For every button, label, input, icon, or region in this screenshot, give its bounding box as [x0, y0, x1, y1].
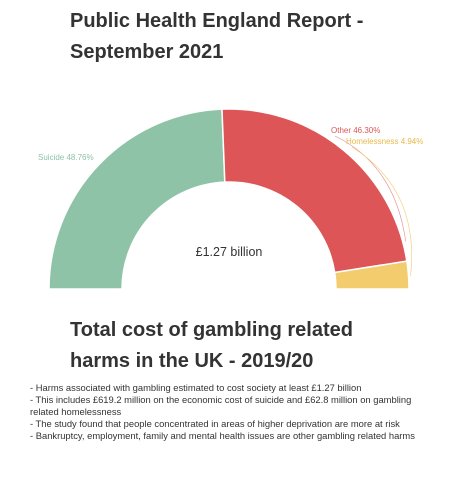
- section-title: Total cost of gambling related harms in the UK - 2019/20: [70, 319, 353, 372]
- report-title: Public Health England Report - September 2021: [70, 10, 364, 63]
- note-item: - This includes £619.2 million on the economic cost of suicide and £62.8 million on gambling related homelessness: [30, 393, 412, 417]
- note-item: - Harms associated with gambling estimated to cost society at least £1.27 billion: [30, 382, 362, 393]
- slice-suicide: [49, 109, 225, 289]
- chart-svg: [0, 95, 454, 305]
- label-other: Other 46.30%: [331, 126, 381, 135]
- label-suicide: Suicide 48.76%: [38, 153, 94, 162]
- label-homelessness: Homelessness 4.94%: [346, 137, 424, 146]
- semi-donut-chart: [0, 95, 454, 305]
- center-total-label: £1.27 billion: [195, 245, 263, 259]
- chart-slices: [49, 109, 409, 289]
- notes-list: [30, 382, 434, 442]
- note-item: - Bankruptcy, employment, family and mental health issues are other gambling related harms: [30, 429, 415, 441]
- note-item: - The study found that people concentrated in areas of higher deprivation are more at risk: [30, 417, 400, 429]
